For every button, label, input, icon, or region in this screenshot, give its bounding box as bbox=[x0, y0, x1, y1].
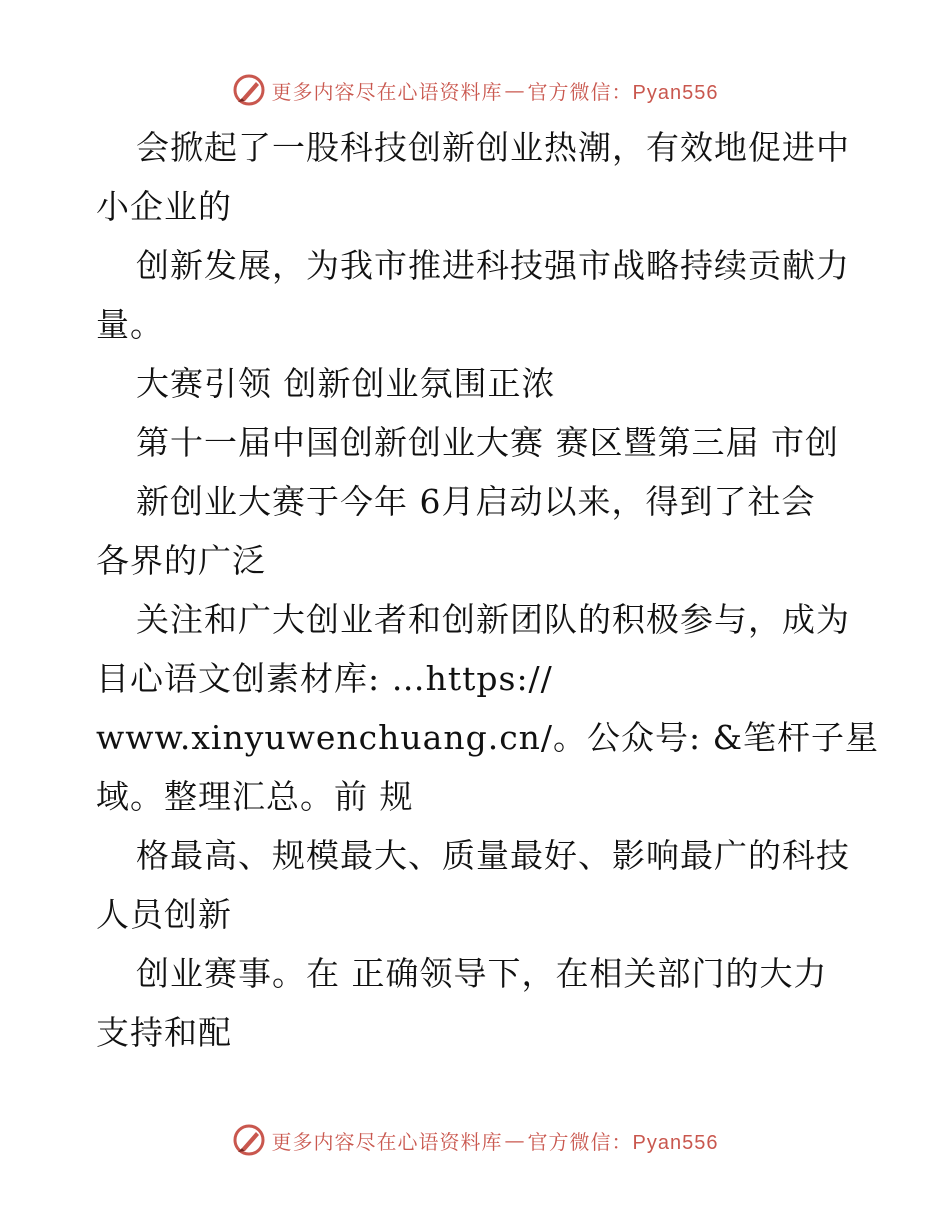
banner-text: 更多内容尽在心语资料库 bbox=[271, 79, 503, 104]
text-line: 关注和广大创业者和创新团队的积极参与，成为 bbox=[136, 600, 850, 639]
pen-circle-logo-icon bbox=[232, 1123, 266, 1157]
footer-banner bbox=[0, 1120, 950, 1160]
text-line: 会掀起了一股科技创新创业热潮，有效地促进中 bbox=[136, 128, 850, 167]
banner-text: 更多内容尽在心语资料库 bbox=[271, 1129, 503, 1154]
banner-separator: — bbox=[504, 78, 526, 102]
text-line: 目心语文创素材库: …https:// bbox=[96, 659, 553, 698]
text-line: 量。 bbox=[96, 305, 164, 344]
document-body bbox=[96, 118, 886, 1062]
banner-separator: — bbox=[504, 1128, 526, 1152]
text-line: 创新发展，为我市推进科技强市战略持续贡献力 bbox=[136, 246, 850, 285]
text-line: 支持和配 bbox=[96, 1013, 232, 1052]
text-line: 新创业大赛于今年 6月启动以来，得到了社会 bbox=[136, 482, 816, 521]
text-line: 各界的广泛 bbox=[96, 541, 266, 580]
text-line: 小企业的 bbox=[96, 187, 232, 226]
text-line: www.xinyuwenchuang.cn/。公众号: &笔杆子星 bbox=[96, 718, 880, 757]
pen-circle-logo-icon bbox=[232, 73, 266, 107]
text-line: 第十一届中国创新创业大赛 赛区暨第三届 市创 bbox=[136, 423, 839, 462]
section-heading: 大赛引领 创新创业氛围正浓 bbox=[136, 364, 556, 403]
banner-wechat: 官方微信：Pyan556 bbox=[527, 1131, 719, 1154]
text-line: 人员创新 bbox=[96, 895, 232, 934]
text-line: 创业赛事。在 正确领导下，在相关部门的大力 bbox=[136, 954, 828, 993]
text-line: 格最高、规模最大、质量最好、影响最广的科技 bbox=[136, 836, 850, 875]
header-banner bbox=[0, 70, 950, 110]
banner-wechat: 官方微信：Pyan556 bbox=[527, 81, 719, 104]
text-line: 域。整理汇总。前 规 bbox=[96, 777, 414, 816]
